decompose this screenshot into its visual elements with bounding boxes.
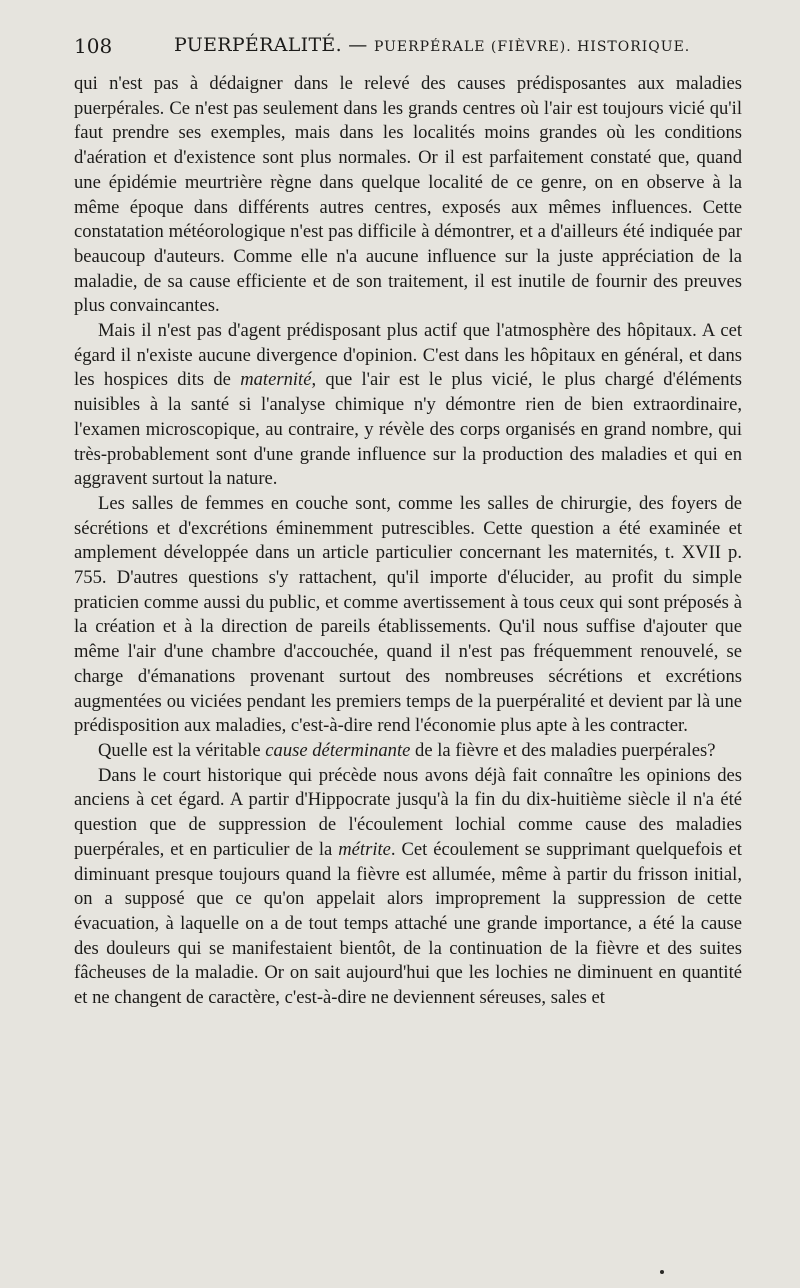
running-title-line [174,34,690,56]
paragraph-3-text: Les salles de femmes en couche sont, comme les salles de chirurgie, des foyers de sécrétions et d'excrétions éminemment putrescibles. Cette question a été examinée et amplement développée dans un article particulier concernant les maternités, t. XVII p. 755. D'autres questions s'y rattachent, qu'il importe d'élucider, au profit du simple praticien comme aussi du public, et comme avertissement à tous ceux qui sont préposés à la création et à la direction de pareils établissements. Qu'il nous suffise d'ajouter que même l'air d'une chambre d'accouchée, quand il n'est pas fréquemment renouvelé, se charge d'émanations provenant surtout des nombreuses sécrétions et excrétions augmentées ou viciées pendant les premiers temps de la puerpéralité et devient par là une prédisposition aux maladies, c'est-à-dire rend l'économie plus apte à les contracter. [74,492,742,737]
paragraph-1 [74,72,742,319]
paragraph-4-text-a: Quelle est la véritable [98,739,266,761]
paragraph-2-text-a: Mais il n'est pas d'agent prédisposant plus actif que l'atmosphère des hôpitaux. A cet égard il n'existe aucune divergence d'opinion. C'est dans les hôpitaux en général, et dans les hospices dits de [74,320,742,391]
header-dash: — [348,34,368,56]
running-header [74,34,744,64]
paragraph-3 [74,492,742,739]
paragraph-2 [74,319,742,492]
paragraph-4-emphasis: cause déterminante [265,739,411,761]
ink-speck [660,1270,664,1274]
page-number: 108 [74,34,113,58]
paragraph-5-text-a: Dans le court historique qui précède nous avons déjà fait connaître les opinions des anciens à cet égard. A partir d'Hippocrate jusqu'à la fin du dix-huitième siècle il n'a été question que de suppression de l'écoulement lochial comme cause des maladies puerpérales, et en particulier de la [74,764,742,860]
paragraph-4-text-b: de la fièvre et des maladies puerpérales? [410,739,716,761]
paragraph-1-text: qui n'est pas à dédaigner dans le relevé des causes prédisposantes aux maladies puerpérales. Ce n'est pas seulement dans les grands centres où l'air est toujours vicié qu'il faut prendre ses exemples, mais dans les localités moins grandes où les conditions d'aération et d'existence sont plus normales. Or il est parfaitement constaté que, quand une épidémie meurtrière règne dans quelque localité de ce genre, on en observe à la même époque dans différents autres centres, exposés aux mêmes influences. Cette constatation météorologique n'est pas difficile à démontrer, et a d'ailleurs été indiquée par beaucoup d'auteurs. Comme elle n'a aucune influence sur la juste appréciation de la maladie, de sa cause efficiente et de son traitement, il est inutile de fournir des preuves plus convaincantes. [74,73,742,317]
paragraph-5 [74,764,742,1011]
paragraph-5-text-b: . Cet écoulement se supprimant quelquefois et diminuant presque toujours quand la fièvre est allumée, même à partir du frisson initial, on a supposé que ce qu'on appelait alors improprement la suppression de cette évacuation, à laquelle on a de tout temps attaché une grande importance, a été la cause des douleurs qui se manifestaient bientôt, de la continuation de la fièvre et des suites fâcheuses de la maladie. Or on sait aujourd'hui que les lochies ne diminuent en quantité et ne changent de caractère, c'est-à-dire ne deviennent séreuses, sales et [74,838,742,1009]
paragraph-4 [74,739,742,764]
paragraph-2-emphasis: maternité [240,369,312,391]
paragraph-5-emphasis: métrite [338,838,391,860]
running-subtitle: PUERPÉRALE (FIÈVRE). HISTORIQUE. [373,39,691,55]
running-title: PUERPÉRALITÉ. [174,34,342,56]
page-body [74,72,742,1011]
paragraph-2-text-b: , que l'air est le plus vicié, le plus chargé d'éléments nuisibles à la santé si l'analyse chimique n'y démontre rien de bien extraordinaire, l'examen microscopique, au contraire, y révèle des corps organisés en grand nombre, qui très-probablement sont d'une grande influence sur la production des maladies et qui en aggravent surtout la nature. [74,369,742,490]
